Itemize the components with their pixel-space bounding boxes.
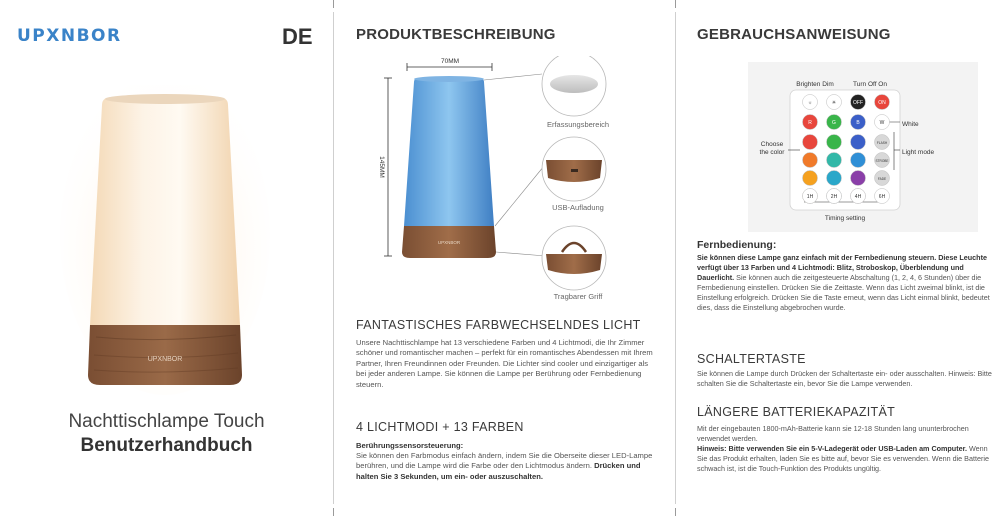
- flash-button-label: FLASH: [876, 141, 888, 145]
- blue-button-label: B: [856, 120, 860, 126]
- remote-section-text: Sie können diese Lampe ganz einfach mit der Fernbedienung steuern. Diese Leuchte verfügt über 13 Farben und 4 Lichtmodi: Blitz, Stroboskop, Überblendung und Dauerlicht. Sie können auch die zeitgesteuerte Abschaltung (1, 2, 4, 6 Stunden) über die Fernbedienung einstellen. Drücken Sie die Zeittaste. Wenn das Licht zweimal blinkt, ist die Einstellung erfolgreich. Drücken Sie die Taste erneut, wenn das Licht einmal blinkt, bedeutet dies, dass die Einstellung abgebrochen wurde.: [697, 253, 990, 312]
- label-turn-off-on: Turn Off On: [853, 81, 887, 88]
- color-button: [803, 153, 818, 168]
- color-button: [827, 135, 842, 150]
- color-button: [803, 171, 818, 186]
- color-button: [803, 135, 818, 150]
- label-timing-setting: Timing setting: [824, 215, 866, 222]
- color-button: [827, 153, 842, 168]
- lamp-photo: [60, 85, 270, 405]
- title-line2: Benutzerhandbuch: [80, 435, 253, 456]
- timer-6h-button-label: 6H: [878, 194, 886, 200]
- lamp-brand-text: UPXNBOR: [437, 240, 461, 245]
- manual-title: [0, 410, 333, 458]
- detail-label: Erfassungsbereich: [546, 120, 610, 129]
- title-line1: Nachttischlampe Touch: [68, 411, 265, 432]
- label-choose-color: the color: [759, 149, 785, 156]
- color-button: [851, 171, 866, 186]
- timer-4h-button-label: 4H: [854, 194, 862, 200]
- cover-panel: [0, 0, 333, 516]
- fade-button-label: FADE: [877, 177, 887, 181]
- label-white: White: [902, 121, 919, 128]
- detail-label: Tragbarer Griff: [553, 292, 603, 301]
- color-button: [851, 135, 866, 150]
- red-button-label: R: [808, 120, 812, 126]
- width-dimension: 70MM: [440, 58, 460, 65]
- white-button-label: W: [879, 120, 885, 126]
- section-text: Sie können den Farbmodus einfach ändern, indem Sie die Oberseite dieser LED-Lampe berühren, und die Lampe wird die Farbe oder den Lichtmodus ändern. Drücken und halten Sie 3 Sekunden, um ein- oder auszuschalten.: [356, 451, 653, 481]
- off-button-label: OFF: [853, 100, 863, 106]
- brand-logo: UPXNBOR: [17, 26, 122, 46]
- section-text: Unsere Nachttischlampe hat 13 verschiedene Farben und 4 Lichtmodi, die Ihr Zimmer schöner und romantischer machen – perfekt für ein romantisches Abendessen mit Ihrem Partner, Ihren Freundinnen oder Freunden. Die Lichter sind cooler und einzigartiger als bei jeder anderen Lampe. Sie können die Lampe per Berührung oder Fernbedienung steuern.: [356, 338, 653, 389]
- label-choose-color: Choose: [760, 141, 784, 148]
- crop-mark: [675, 508, 676, 516]
- crop-mark: [675, 0, 676, 8]
- dim-button-label: ☀: [831, 100, 837, 106]
- color-button: [851, 153, 866, 168]
- label-brighten-dim: Brighten Dim: [796, 81, 834, 88]
- product-description-panel: [334, 0, 674, 516]
- language-code: DE: [282, 24, 313, 49]
- color-button: [827, 171, 842, 186]
- section-heading: LÄNGERE BATTERIEKAPAZITÄT: [697, 405, 896, 419]
- section-subheading: Berührungssensorsteuerung:: [356, 441, 464, 450]
- section-heading: SCHALTERTASTE: [697, 352, 806, 366]
- section-text: Mit der eingebauten 1800-mAh-Batterie kann sie 12-18 Stunden lang ununterbrochen verwendet werden. Hinweis: Bitte verwenden Sie ein 5-V-Ladegerät oder USB-Laden am Computer. Wenn Sie das Produkt erhalten, laden Sie es bitte auf, bevor Sie es verwenden. Wenn die Batterie schwach ist, ist die Touch-Funktion des Produkts ungültig.: [697, 424, 989, 473]
- on-button-label: ON: [878, 100, 886, 106]
- section-text: Sie können die Lampe durch Drücken der Schaltertaste ein- oder ausschalten. Hinweis: Bitte schalten Sie die Schaltertaste ein, bevor Sie die Lampe verwenden.: [697, 369, 992, 388]
- brighten-button-label: ☼: [807, 100, 813, 106]
- timer-2h-button-label: 2H: [830, 194, 838, 200]
- section-heading: GEBRAUCHSANWEISUNG: [697, 26, 891, 43]
- section-heading: FANTASTISCHES FARBWECHSELNDES LICHT: [356, 318, 641, 332]
- height-dimension: 145MM: [378, 156, 385, 178]
- remote-control-illustration: [748, 62, 978, 232]
- strobe-button-label: STROBE: [875, 159, 889, 163]
- detail-label: USB-Aufladung: [552, 203, 604, 212]
- remote-section-heading: Fernbedienung:: [697, 239, 777, 251]
- product-diagram: [374, 56, 644, 312]
- panel-divider: [675, 12, 676, 504]
- label-light-mode: Light mode: [902, 149, 935, 156]
- green-button-label: G: [832, 120, 836, 126]
- timer-1h-button-label: 1H: [806, 194, 814, 200]
- lamp-brand-text: UPXNBOR: [147, 356, 183, 363]
- remote-diagram: [748, 62, 978, 232]
- section-heading: 4 LICHTMODI + 13 FARBEN: [356, 420, 524, 434]
- section-heading: PRODUKTBESCHREIBUNG: [356, 26, 556, 43]
